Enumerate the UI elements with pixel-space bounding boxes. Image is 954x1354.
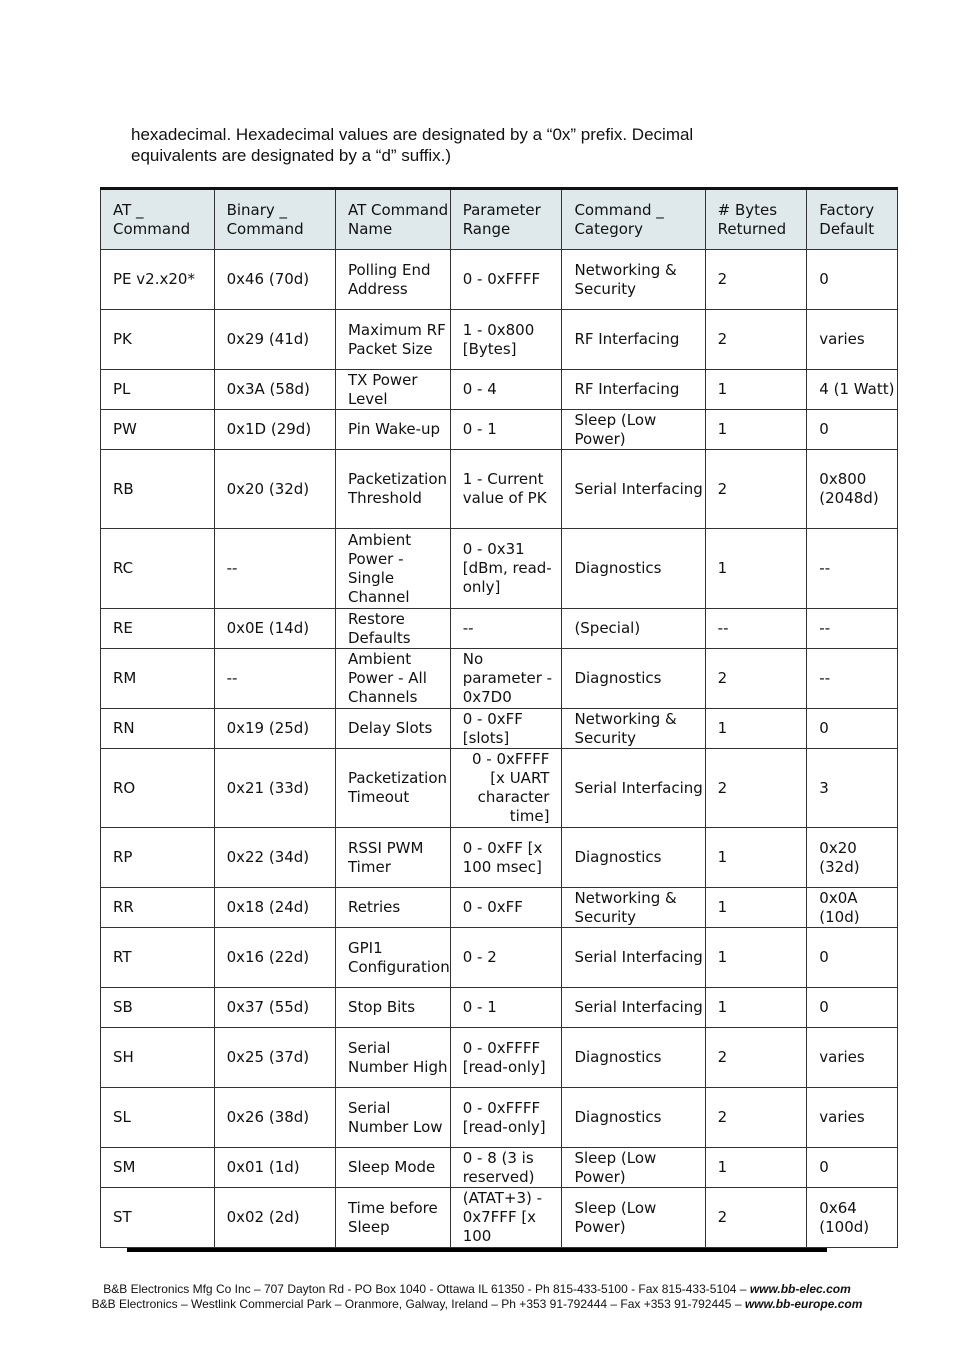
table-cell: 0x26 (38d): [214, 1088, 335, 1148]
table-cell: Serial Interfacing: [562, 988, 705, 1028]
footer-address-eu: B&B Electronics – Westlink Commercial Park – Oranmore, Galway, Ireland – Ph +353 91-792444 – Fax +353 91-792445 –: [91, 1297, 745, 1311]
table-cell: Maximum RF Packet Size: [335, 310, 450, 370]
table-row: [101, 1188, 898, 1248]
table-cell: RF Interfacing: [562, 370, 705, 410]
table-row: [101, 250, 898, 310]
table-cell: 2: [705, 649, 807, 709]
table-cell: Restore Defaults: [335, 609, 450, 649]
table-cell: Polling End Address: [335, 250, 450, 310]
table-row: [101, 450, 898, 529]
table-cell: 2: [705, 1088, 807, 1148]
table-row: [101, 749, 898, 828]
table-cell: TX Power Level: [335, 370, 450, 410]
table-cell: RO: [101, 749, 215, 828]
table-cell: Delay Slots: [335, 709, 450, 749]
table-cell: Time before Sleep: [335, 1188, 450, 1248]
table-cell: Ambient Power - Single Channel: [335, 529, 450, 609]
table-cell: 0: [807, 1148, 898, 1188]
table-cell: RM: [101, 649, 215, 709]
table-row: [101, 828, 898, 888]
table-cell: 0x1D (29d): [214, 410, 335, 450]
table-cell: Sleep (Low Power): [562, 1148, 705, 1188]
table-cell: --: [705, 609, 807, 649]
table-cell: --: [214, 529, 335, 609]
table-cell: PK: [101, 310, 215, 370]
table-cell: 1 - Current value of PK: [450, 450, 562, 529]
table-cell: RC: [101, 529, 215, 609]
table-cell: Ambient Power - All Channels: [335, 649, 450, 709]
table-cell: PE v2.x20*: [101, 250, 215, 310]
table-cell: 2: [705, 250, 807, 310]
table-cell: 0x37 (55d): [214, 988, 335, 1028]
table-cell: 0 - 2: [450, 928, 562, 988]
table-cell: 1: [705, 928, 807, 988]
table-cell: 0 - 1: [450, 988, 562, 1028]
header-cell: Binary _ Command: [214, 189, 335, 250]
table-cell: 4 (1 Watt): [807, 370, 898, 410]
table-row: [101, 370, 898, 410]
table-row: [101, 609, 898, 649]
at-command-table: [100, 187, 898, 1248]
table-cell: Serial Number High: [335, 1028, 450, 1088]
table-row: [101, 1088, 898, 1148]
table-cell: Diagnostics: [562, 828, 705, 888]
table-row: [101, 709, 898, 749]
table-cell: (ATAT+3) - 0x7FFF [x 100: [450, 1188, 562, 1248]
table-cell: SB: [101, 988, 215, 1028]
table-cell: SL: [101, 1088, 215, 1148]
table-cell: 0: [807, 709, 898, 749]
footer-link-eu[interactable]: www.bb-europe.com: [744, 1297, 863, 1311]
table-cell: 0: [807, 410, 898, 450]
table-cell: 0x64 (100d): [807, 1188, 898, 1248]
table-cell: No parameter - 0x7D0: [450, 649, 562, 709]
table-cell: SH: [101, 1028, 215, 1088]
table-cell: 1: [705, 529, 807, 609]
table-cell: 0: [807, 250, 898, 310]
table-header-row: [101, 189, 898, 250]
table-cell: 0 - 0xFFFF [x UART character time]: [450, 749, 562, 828]
table-cell: RT: [101, 928, 215, 988]
table-cell: Stop Bits: [335, 988, 450, 1028]
table-cell: --: [214, 649, 335, 709]
table-cell: --: [807, 649, 898, 709]
table-row: [101, 529, 898, 609]
intro-line: equivalents are designated by a “d” suffix.): [131, 146, 452, 165]
footer-divider: [127, 1248, 827, 1252]
table-cell: 0x20 (32d): [214, 450, 335, 529]
table-cell: 0 - 0xFFFF [read-only]: [450, 1088, 562, 1148]
table-cell: varies: [807, 310, 898, 370]
table-cell: 2: [705, 450, 807, 529]
table-cell: 1 - 0x800 [Bytes]: [450, 310, 562, 370]
table-cell: 0x0A (10d): [807, 888, 898, 928]
table-cell: RSSI PWM Timer: [335, 828, 450, 888]
table-cell: Sleep (Low Power): [562, 1188, 705, 1248]
table-cell: (Special): [562, 609, 705, 649]
table-cell: ST: [101, 1188, 215, 1248]
table-cell: 0 - 4: [450, 370, 562, 410]
table-cell: 0x800 (2048d): [807, 450, 898, 529]
table-row: [101, 649, 898, 709]
table-cell: varies: [807, 1028, 898, 1088]
table-cell: 1: [705, 828, 807, 888]
table-cell: RP: [101, 828, 215, 888]
table-cell: Sleep (Low Power): [562, 410, 705, 450]
header-cell: Factory Default: [807, 189, 898, 250]
table-cell: 0 - 0x31 [dBm, read-only]: [450, 529, 562, 609]
table-cell: --: [807, 529, 898, 609]
table-cell: GPI1 Configuration: [335, 928, 450, 988]
table-cell: Retries: [335, 888, 450, 928]
table-cell: RR: [101, 888, 215, 928]
table-cell: Packetization Threshold: [335, 450, 450, 529]
table-cell: 0: [807, 988, 898, 1028]
table-cell: Serial Number Low: [335, 1088, 450, 1148]
table-cell: Serial Interfacing: [562, 928, 705, 988]
table-row: [101, 928, 898, 988]
table-cell: 0x3A (58d): [214, 370, 335, 410]
table-cell: --: [450, 609, 562, 649]
table-cell: Serial Interfacing: [562, 450, 705, 529]
intro-paragraph: [131, 124, 831, 166]
table-cell: RF Interfacing: [562, 310, 705, 370]
table-cell: 0 - 1: [450, 410, 562, 450]
table-cell: SM: [101, 1148, 215, 1188]
table-cell: 0x21 (33d): [214, 749, 335, 828]
header-cell: Parameter Range: [450, 189, 562, 250]
table-cell: 1: [705, 1148, 807, 1188]
table-row: [101, 1148, 898, 1188]
table-cell: PW: [101, 410, 215, 450]
table-cell: Serial Interfacing: [562, 749, 705, 828]
table-cell: --: [807, 609, 898, 649]
table-cell: Networking & Security: [562, 888, 705, 928]
table-cell: 0x0E (14d): [214, 609, 335, 649]
header-cell: Command _ Category: [562, 189, 705, 250]
table-cell: 0 - 0xFFFF [read-only]: [450, 1028, 562, 1088]
table-cell: 0 - 0xFFFF: [450, 250, 562, 310]
table-cell: Pin Wake-up: [335, 410, 450, 450]
table-cell: 1: [705, 370, 807, 410]
table-row: [101, 988, 898, 1028]
table-cell: varies: [807, 1088, 898, 1148]
table-cell: RB: [101, 450, 215, 529]
table-row: [101, 888, 898, 928]
table-cell: 0x20 (32d): [807, 828, 898, 888]
table-cell: 0 - 0xFF: [450, 888, 562, 928]
table-cell: 1: [705, 888, 807, 928]
table-cell: 2: [705, 310, 807, 370]
table-cell: 0x29 (41d): [214, 310, 335, 370]
footer-line-eu: [0, 1297, 954, 1312]
header-cell: # Bytes Returned: [705, 189, 807, 250]
table-cell: Packetization Timeout: [335, 749, 450, 828]
table-cell: 0x25 (37d): [214, 1028, 335, 1088]
table-cell: 0x22 (34d): [214, 828, 335, 888]
table-cell: 2: [705, 1028, 807, 1088]
table-cell: Diagnostics: [562, 1088, 705, 1148]
table-cell: 1: [705, 709, 807, 749]
table-cell: 0x46 (70d): [214, 250, 335, 310]
table-cell: 0x02 (2d): [214, 1188, 335, 1248]
table-cell: Networking & Security: [562, 250, 705, 310]
table-cell: 0x19 (25d): [214, 709, 335, 749]
header-cell: AT Command Name: [335, 189, 450, 250]
table-cell: 2: [705, 1188, 807, 1248]
table-cell: Diagnostics: [562, 649, 705, 709]
footer-link-us[interactable]: www.bb-elec.com: [749, 1282, 851, 1296]
table-row: [101, 410, 898, 450]
table-cell: RE: [101, 609, 215, 649]
table-cell: 3: [807, 749, 898, 828]
table-cell: 0x01 (1d): [214, 1148, 335, 1188]
footer-line-us: [0, 1282, 954, 1297]
table-cell: Diagnostics: [562, 529, 705, 609]
table-row: [101, 1028, 898, 1088]
table-row: [101, 310, 898, 370]
table-cell: 0x16 (22d): [214, 928, 335, 988]
table-cell: 1: [705, 410, 807, 450]
table-cell: 0x18 (24d): [214, 888, 335, 928]
table-cell: RN: [101, 709, 215, 749]
table-cell: 0 - 8 (3 is reserved): [450, 1148, 562, 1188]
table-cell: 0: [807, 928, 898, 988]
footer-address-us: B&B Electronics Mfg Co Inc – 707 Dayton Rd - PO Box 1040 - Ottawa IL 61350 - Ph 815-433-5100 - Fax 815-433-5104 –: [103, 1282, 750, 1296]
table-cell: Diagnostics: [562, 1028, 705, 1088]
table-cell: 0 - 0xFF [x 100 msec]: [450, 828, 562, 888]
table-cell: 2: [705, 749, 807, 828]
table-cell: Sleep Mode: [335, 1148, 450, 1188]
header-cell: AT _ Command: [101, 189, 215, 250]
table-cell: PL: [101, 370, 215, 410]
table-cell: 0 - 0xFF [slots]: [450, 709, 562, 749]
table-cell: Networking & Security: [562, 709, 705, 749]
table-cell: 1: [705, 988, 807, 1028]
intro-line: hexadecimal. Hexadecimal values are designated by a “0x” prefix. Decimal: [131, 125, 694, 144]
